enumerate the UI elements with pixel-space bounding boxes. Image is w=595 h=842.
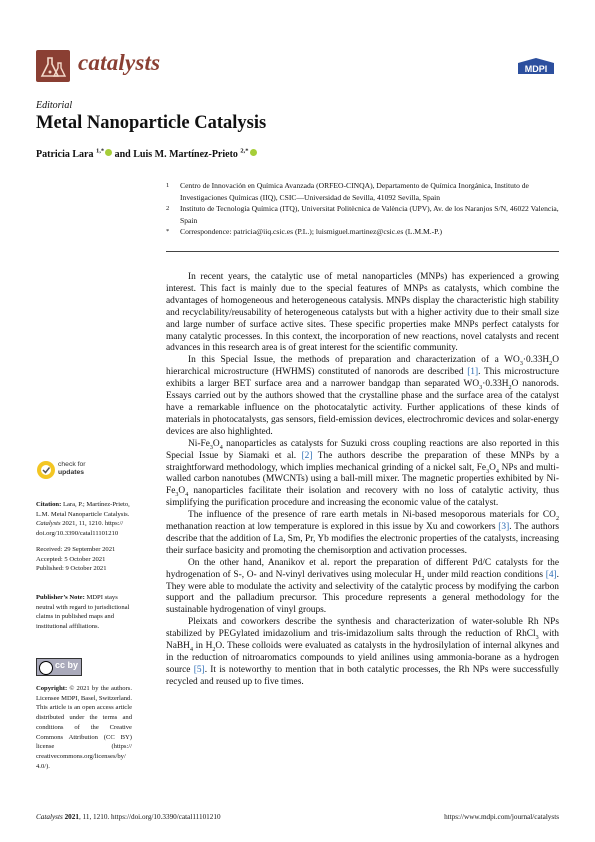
affiliation-number: 2 xyxy=(166,205,170,212)
orcid-icon[interactable] xyxy=(105,149,112,156)
cc-license-icon[interactable] xyxy=(36,658,82,676)
check-for-updates-button[interactable] xyxy=(36,459,96,481)
correspondence-text[interactable]: Correspondence: patricia@iiq.csic.es (P.L.); luismiguel.martinez@csic.es (L.M.M.-P.) xyxy=(180,227,442,236)
copyright-text: © 2021 by the authors. Licensee MDPI, Basel, Switzerland. This article is an open access article distributed under the terms and conditions of the Creative Commons Attribution (CC BY) license (https:// creativecommons.org/licenses/by/ 4.0/). xyxy=(36,685,133,770)
copyright-block xyxy=(36,684,132,771)
citation-link[interactable]: [4] xyxy=(545,569,557,580)
body-paragraph: Pleixats and coworkers describe the synthesis and characterization of water-soluble Rh NPs stabilized by PEGylated imidazolium and tris-imidazolium salts through the reduction of RhCl$_3$ with NaBH$_4$ in $H_2O$. These colloids were evaluated as catalysts in the hydrosilylation of internal alkynes and in the reduction of nitroaromatics compounds to yield anilines using ammonia-borane as a hydrogen source [5]. It is noteworthy to mention that in both catalytic processes, the Rh NPs were successfully recycled and reused up to five times. xyxy=(166,617,560,687)
article-type: Editorial xyxy=(36,100,73,111)
body-paragraph: $Ni-Fe_3O_4$ nanoparticles as catalysts for Suzuki cross coupling reactions are also reported in this Special Issue by Siamaki et al. [2] The authors describe the preparation of these MNPs by a straightforward methodology, which implies mechanical grinding of a nickel salt, $Fe_3O_4$ NPs and multi-walled carbon nanotubes (MWCNTs) using a ball-mill mixer. The magnetic properties exhibited by $Ni-Fe_3O_4$ nanoparticles facilitate their isolation and recovery with no loss of catalytic activity, thus simplifying the purification procedure and increasing the economic value of the catalyst. xyxy=(166,438,559,509)
article-body xyxy=(166,272,559,689)
journal-name: catalysts xyxy=(78,50,161,75)
cc-badge-text: cc by xyxy=(55,660,79,670)
author-list xyxy=(36,149,257,160)
divider xyxy=(166,251,559,252)
citation-year-vol: 2021, 11, 1210. https:// xyxy=(62,520,124,528)
affiliation-number: 1 xyxy=(166,182,170,189)
citation-label: Citation: xyxy=(36,501,62,508)
affiliation-number: * xyxy=(166,228,170,235)
footer-doi[interactable]: , 11, 1210. https://doi.org/10.3390/catal11101210 xyxy=(78,813,221,821)
citation-link[interactable]: [3] xyxy=(498,522,510,533)
footer-journal: Catalysts xyxy=(36,813,63,821)
author-name[interactable]: Luis M. Martínez-Prieto xyxy=(133,149,238,160)
affiliation-text: Instituto de Tecnología Química (ITQ), Universitat Politècnica de València (UPV), Av. de los Naranjos S/N, 46022 Valencia, Spain xyxy=(180,204,559,225)
publisher-note xyxy=(36,593,132,632)
journal-logo-icon xyxy=(36,50,70,82)
orcid-icon[interactable] xyxy=(250,149,257,156)
body-paragraph: On the other hand, Ananikov et al. report the preparation of different Pd/C catalysts for the hydrogenation of S-, O- and N-vinyl derivatives using molecular $H_2$ under mild reaction conditions [4]. They were able to modulate the activity and selectivity of the catalytic process by modifying the carbon support and the palladium precursor. This procedure represents a general methodology for the sustainable hydrogenation of vinyl groups. xyxy=(166,557,559,616)
author-connector: and xyxy=(114,149,131,160)
author-affiliation-marks: 1,* xyxy=(95,147,105,155)
citation-link[interactable]: [1] xyxy=(467,367,479,378)
dates-block xyxy=(36,545,132,574)
author-affiliation-marks: 2,* xyxy=(240,147,249,155)
footer-journal-url[interactable]: https://www.mdpi.com/journal/catalysts xyxy=(444,813,559,821)
author-name[interactable]: Patricia Lara xyxy=(36,149,94,160)
citation-doi[interactable]: doi.org/10.3390/catal11101210 xyxy=(36,530,119,538)
body-paragraph: The influence of the presence of rare earth metals in Ni-based mesoporous materials for $CO_2$ methanation reaction at low temperature is explored in this issue by Xu and coworkers [3]. The authors describe that the addition of La, Sm, Pr, Yb modifies the electronic properties of the catalysts, increasing their surface basicity and promoting the chemisorption and activation processes. xyxy=(166,510,559,556)
mdpi-logo-text: MDPI xyxy=(524,64,548,74)
page-title: Metal Nanoparticle Catalysis xyxy=(36,113,267,133)
body-paragraph: In recent years, the catalytic use of metal nanoparticles (MNPs) has experienced a growing interest. This fact is mainly due to the special features of MNPs as catalysts, which combine the advantages of homogeneous and heterogeneous catalysis. MNPs display the characteristic high stability and recyclability/reusability of heterogeneous catalysts but with a higher activity due to their small size and large number of surface active sites. These specific properties make MNPs perfect catalysts for many catalytic processes. In this context, the incorporation of new reactions, novel catalysts and recent advances in this research area is of great interest for the scientific community. xyxy=(166,272,559,354)
citation-journal: Catalysts xyxy=(36,520,61,528)
accepted-date: Accepted: 5 October 2021 xyxy=(36,555,106,563)
received-date: Received: 29 September 2021 xyxy=(36,546,116,553)
published-date: Published: 9 October 2021 xyxy=(36,565,107,573)
check-updates-label: check for xyxy=(58,461,86,468)
mdpi-logo-icon xyxy=(516,57,556,75)
body-paragraph: In this Special Issue, the methods of preparation and characterization of a $WO_3\cdot 0.33H_2O$ hierarchical microstructure (HWHMS) constituted of nanorods are described [1]. This microstructure exhibits a larger BET surface area and a narrower bandgap than separated $WO_3\cdot 0.33H_2O$ nanorods. Essays carried out by the authors showed that the crystalline phase and the surface area of the catalyst have a remarkable influence on the photocatalytic activity. Further applications of these kinds of materials in photocatalysts, gas sensors, field-emission devices, electrochromic devices and solar-energy devices are also highlighted. xyxy=(166,355,560,437)
check-updates-label: updates xyxy=(58,469,85,476)
publisher-note-label: Publisher’s Note: xyxy=(36,594,85,601)
footer-year: 2021 xyxy=(64,813,79,821)
publisher-note-text: MDPI stays neutral with regard to jurisdictional claims in published maps and institutional affiliations. xyxy=(36,594,130,631)
citation-link[interactable]: [2] xyxy=(301,450,313,461)
citation-text: Lara, P.; Martínez-Prieto, L.M. Metal Nanoparticle Catalysis. xyxy=(36,501,130,518)
footer-citation xyxy=(36,813,221,821)
affiliation-text: Centro de Innovación en Química Avanzada (ORFEO-CINQA), Departamento de Química Inorgánica, Instituto de Investigaciones Químicas (IIQ), CSIC—Universidad de Sevilla, 41092 Sevilla, Spain xyxy=(180,181,529,202)
citation-block xyxy=(36,500,132,539)
citation-link[interactable]: [5] xyxy=(193,664,205,675)
copyright-label: Copyright: xyxy=(36,685,68,692)
